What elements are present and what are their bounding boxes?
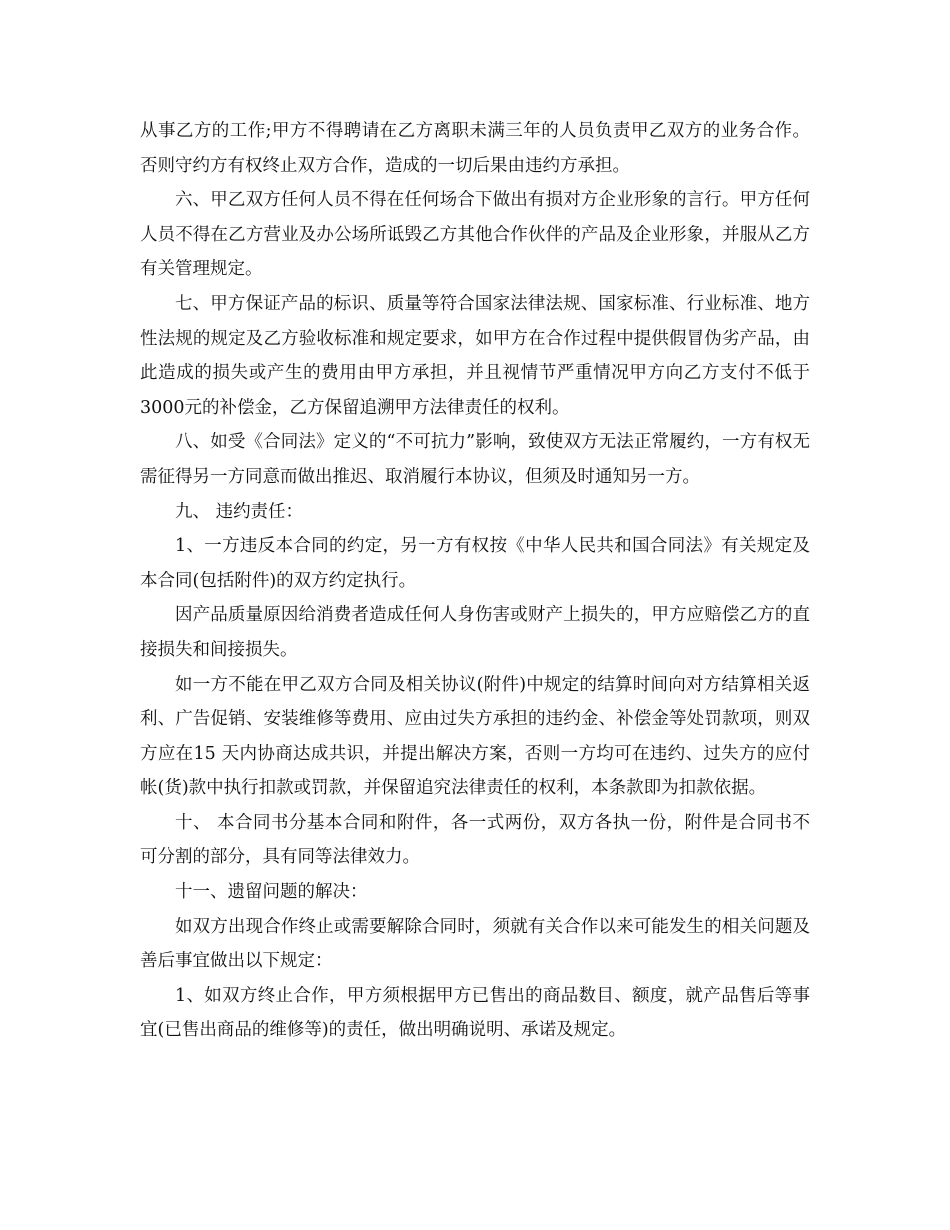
paragraph-clause-8: 八、如受《合同法》定义的“不可抗力”影响，致使双方无法正常履约，一方有权无需征得另一方同意而做出推迟、取消履行本协议，但须及时通知另一方。 <box>140 432 810 487</box>
heading-clause-11: 十一、遗留问题的解决： <box>175 882 368 903</box>
heading-clause-9: 九、 违约责任： <box>175 501 304 522</box>
paragraph-clause-6: 六、甲乙双方任何人员不得在任何场合下做出有损对方企业形象的言行。甲方任何人员不得在乙方营业及办公场所诋毁乙方其他合作伙伴的产品及企业形象，并服从乙方有关管理规定。 <box>140 190 810 280</box>
paragraph-clause-10: 十、 本合同书分基本合同和附件，各一式两份，双方各执一份，附件是合同书不可分割的部分，具有同等法律效力。 <box>140 812 810 868</box>
paragraph-continuation: 从事乙方的工作;甲方不得聘请在乙方离职未满三年的人员负责甲乙双方的业务合作。否则守约方有权终止双方合作，造成的一切后果由违约方承担。 <box>140 121 810 176</box>
paragraph-clause-7: 七、甲方保证产品的标识、质量等符合国家法律法规、国家标准、行业标准、地方性法规的规定及乙方验收标准和规定要求，如甲方在合作过程中提供假冒伪劣产品，由此造成的损失或产生的费用由甲方承担，并且视情节严重情况甲方向乙方支付不低于3000元的补偿金，乙方保留追溯甲方法律责任的权利。 <box>140 293 810 418</box>
document-body <box>140 114 810 1048</box>
paragraph-clause-11-intro: 如双方出现合作终止或需要解除合同时，须就有关合作以来可能发生的相关问题及善后事宜做出以下规定： <box>140 916 810 972</box>
paragraph-settlement: 如一方不能在甲乙双方合同及相关协议(附件)中规定的结算时间向对方结算相关返利、广告促销、安装维修等费用、应由过失方承担的违约金、补偿金等处罚款项，则双方应在15 天内协商达成共识，并提出解决方案，否则一方均可在违约、过失方的应付帐(货)款中执行扣款或罚款，并保留追究法律责任的权利，本条款即为扣款依据。 <box>140 674 810 799</box>
paragraph-clause-11-item-1: 1、如双方终止合作，甲方须根据甲方已售出的商品数目、额度，就产品售后等事宜(已售出商品的维修等)的责任，做出明确说明、承诺及规定。 <box>140 985 810 1041</box>
paragraph-product-quality: 因产品质量原因给消费者造成任何人身伤害或财产上损失的，甲方应赔偿乙方的直接损失和间接损失。 <box>140 605 810 660</box>
paragraph-clause-9-item-1: 1、一方违反本合同的约定，另一方有权按《中华人民共和国合同法》有关规定及本合同(包括附件)的双方约定执行。 <box>140 536 810 591</box>
